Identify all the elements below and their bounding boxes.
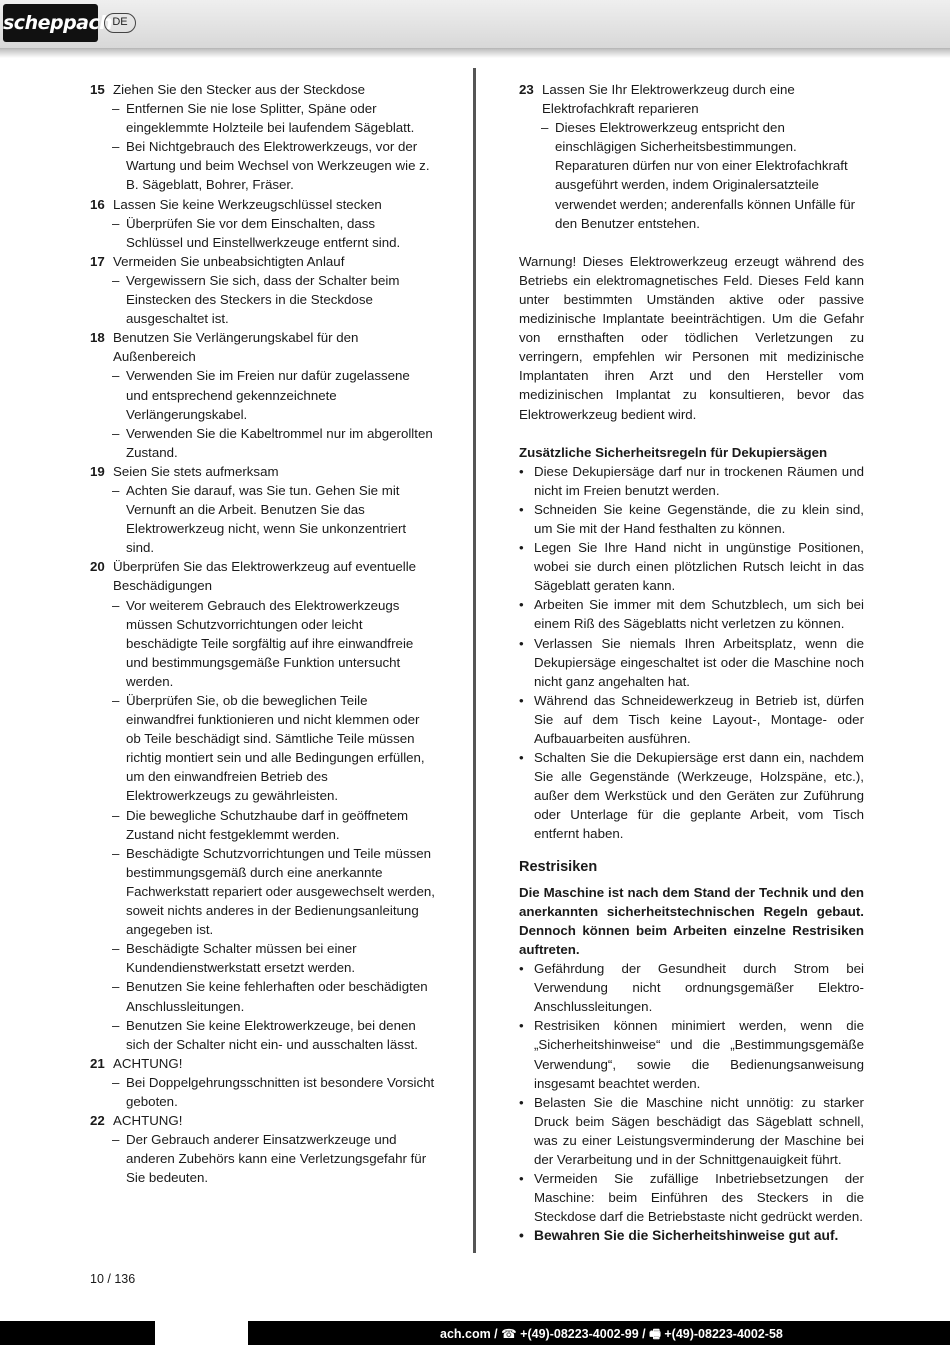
restrisiken-list xyxy=(519,959,864,1226)
numbered-item xyxy=(90,328,435,366)
column-divider xyxy=(473,68,476,1253)
dash-item: – Verwenden Sie die Kabeltrommel nur im abgerollten Zustand. xyxy=(90,424,435,462)
bullet-item: • Schneiden Sie keine Gegenstände, die zu klein sind, um Sie mit der Hand festhalten zu können. xyxy=(519,500,864,538)
numbered-item xyxy=(90,80,435,99)
bullet-item: • Arbeiten Sie immer mit dem Schutzblech, um sich bei einem Riß des Sägeblatts nicht verletzen zu können. xyxy=(519,595,864,633)
left-column xyxy=(90,80,435,1187)
numbered-item xyxy=(90,462,435,481)
item-number: 23 xyxy=(519,82,534,97)
dash-item: – Achten Sie darauf, was Sie tun. Gehen Sie mit Vernunft an die Arbeit. Benutzen Sie das Elektrowerkzeug nicht, wenn Sie unkonzentriert sind. xyxy=(90,481,435,557)
item-number: 15 xyxy=(90,82,105,97)
dash-item: – Vergewissern Sie sich, dass der Schalter beim Einstecken des Steckers in die Steckdose ausgeschaltet ist. xyxy=(90,271,435,328)
dash-item: – Überprüfen Sie vor dem Einschalten, dass Schlüssel und Einstellwerkzeuge entfernt sind. xyxy=(90,214,435,252)
item-text: Überprüfen Sie das Elektrowerkzeug auf eventuelle Beschädigungen xyxy=(113,559,417,594)
dash-item: – Beschädigte Schalter müssen bei einer Kundendienstwerkstatt ersetzt werden. xyxy=(90,939,435,977)
header-bar xyxy=(0,0,950,49)
bullet-item: • Gefährdung der Gesundheit durch Strom bei Verwendung nicht ordnungsgemäßer Elektro-Anschlussleitungen. xyxy=(519,959,864,1016)
item-number: 16 xyxy=(90,196,105,212)
dekupiersaegen-list xyxy=(519,462,864,844)
restrisiken-intro: Die Maschine ist nach dem Stand der Technik und den anerkannten sicherheitstechnischen Regeln gebaut. Dennoch können beim Arbeiten einzelne Restrisiken auftreten. xyxy=(519,884,864,957)
numbered-item xyxy=(90,195,435,214)
footer-white-block xyxy=(155,1321,248,1345)
item-23-detail: – Dieses Elektrowerkzeug entspricht den einschlägigen Sicherheitsbestimmungen. Reparaturen dürfen nur von einer Elektrofachkraft ausgeführt werden, indem Originalersatzteile verwendet werden; anderenfalls können Unfälle für den Benutzer entstehen. xyxy=(519,118,864,233)
item-text: Benutzen Sie Verlängerungskabel für den Außenbereich xyxy=(113,330,359,365)
bullet-item: • Vermeiden Sie zufällige Inbetriebsetzungen der Maschine: beim Einführen des Steckers in die Steckdose darf die Betriebstaste nicht gedrückt werden. xyxy=(519,1169,864,1226)
bullet-item: • Während das Schneidewerkzeug in Betrieb ist, dürfen Sie auf dem Tisch keine Layout-, Montage- oder Aufbauarbeiten ausführen. xyxy=(519,691,864,748)
numbered-item xyxy=(90,1054,435,1073)
bullet-item: • Restrisiken können minimiert werden, wenn die „Sicherheitshinweise“ und die „Bestimmungsgemäße Verwendung“, sowie die Bedienungsanweisung insgesamt beachtet werden. xyxy=(519,1016,864,1092)
bullet-item: • Diese Dekupiersäge darf nur in trockenen Räumen und nicht im Freien benutzt werden. xyxy=(519,462,864,500)
bullet-item: • Belasten Sie die Maschine nicht unnötig: zu starker Druck beim Sägen beschädigt das Sägeblatt schnell, was zu einer Leistungsverminderung der Maschine bei der Verarbeitung und in der Schnittgenauigkeit führt. xyxy=(519,1093,864,1169)
dash-item: – Vor weiterem Gebrauch des Elektrowerkzeugs müssen Schutzvorrichtungen oder leicht beschädigte Teile sorgfältig auf ihre einwandfreie und bestimmungsgemäße Funktion untersucht werden. xyxy=(90,596,435,691)
warning-paragraph: Warnung! Dieses Elektrowerkzeug erzeugt während des Betriebs ein elektromagnetisches Feld. Dieses Feld kann unter bestimmten Umständen aktive oder passive medizinische Implantate beeinträchtigen. Um die Gefahr von ernsthaften oder tödlichen Verletzungen zu verringern, empfehlen wir Personen mit medizinische Implantaten ihren Arzt und den Hersteller vom medizinischen Implantat zu konsultieren, bevor das Elektrowerkzeug bedient wird. xyxy=(519,253,864,422)
item-23 xyxy=(519,80,864,118)
dash-item: – Die bewegliche Schutzhaube darf in geöffnetem Zustand nicht festgeklemmt werden. xyxy=(90,806,435,844)
item-text: Seien Sie stets aufmerksam xyxy=(113,463,279,479)
dash-item: – Benutzen Sie keine Elektrowerkzeuge, bei denen sich der Schalter nicht ein- und ausschalten lässt. xyxy=(90,1016,435,1054)
numbered-item xyxy=(90,252,435,271)
item-text: Lassen Sie Ihr Elektrowerkzeug durch eine Elektrofachkraft reparieren xyxy=(542,82,795,117)
item-number: 19 xyxy=(90,463,105,479)
header-shadow xyxy=(0,48,950,58)
item-text: Ziehen Sie den Stecker aus der Steckdose xyxy=(113,82,366,97)
language-badge: DE xyxy=(104,13,136,33)
section-heading-dekupiersaegen: Zusätzliche Sicherheitsregeln für Dekupiersägen xyxy=(519,444,828,460)
item-number: 20 xyxy=(90,559,105,575)
item-text: ACHTUNG! xyxy=(113,1055,183,1071)
bullet-item: • Verlassen Sie niemals Ihren Arbeitsplatz, wenn die Dekupiersäge eingeschaltet ist oder die Maschine noch nicht ganz angehalten hat. xyxy=(519,634,864,691)
right-column xyxy=(519,80,864,1245)
dash-item: – Bei Doppelgehrungsschnitten ist besondere Vorsicht geboten. xyxy=(90,1073,435,1111)
dash-item: – Bei Nichtgebrauch des Elektrowerkzeugs, vor der Wartung und beim Wechsel von Werkzeugen wie z. B. Sägeblatt, Bohrer, Fräser. xyxy=(90,137,435,194)
numbered-item xyxy=(90,557,435,595)
item-text: Lassen Sie keine Werkzeugschlüssel stecken xyxy=(113,196,382,212)
footer-contact: ach.com / ☎ +(49)-08223-4002-99 / 🖷 +(49)-08223-4002-58 xyxy=(440,1327,783,1341)
brand-logo: scheppach xyxy=(3,4,98,42)
page-number: 10 / 136 xyxy=(90,1272,136,1286)
numbered-item xyxy=(90,1111,435,1130)
dash-item: – Überprüfen Sie, ob die beweglichen Teile einwandfrei funktionieren und nicht klemmen oder ob Teile beschädigt sind. Sämtliche Teile müssen richtig montiert sein und alle Bedingungen erfüllen, um den einwandfreien Betrieb des Elektrowerkzeugs zu gewährleisten. xyxy=(90,691,435,806)
dash-item: – Benutzen Sie keine fehlerhaften oder beschädigten Anschlussleitungen. xyxy=(90,977,435,1015)
final-instruction: • Bewahren Sie die Sicherheitshinweise gut auf. xyxy=(519,1226,864,1245)
item-number: 18 xyxy=(90,330,105,346)
item-number: 22 xyxy=(90,1113,105,1129)
item-number: 21 xyxy=(90,1055,105,1071)
bullet-item: • Legen Sie Ihre Hand nicht in ungünstige Positionen, wobei sie durch einen plötzlichen Rutsch leicht in das Sägeblatt geraten kann. xyxy=(519,538,864,595)
item-number: 17 xyxy=(90,253,105,269)
item-text: Vermeiden Sie unbeabsichtigten Anlauf xyxy=(113,253,345,269)
dash-item: – Entfernen Sie nie lose Splitter, Späne oder eingeklemmte Holzteile bei laufendem Sägeblatt. xyxy=(90,99,435,137)
dash-item: – Beschädigte Schutzvorrichtungen und Teile müssen bestimmungsgemäß durch eine anerkannte Fachwerkstatt repariert oder ausgewechselt werden, soweit nichts anderes in der Bedienungsanleitung angegeben ist. xyxy=(90,844,435,939)
dash-item: – Der Gebrauch anderer Einsatzwerkzeuge und anderen Zubehörs kann eine Verletzungsgefahr für Sie bedeuten. xyxy=(90,1130,435,1187)
dash-item: – Verwenden Sie im Freien nur dafür zugelassene und entsprechend gekennzeichnete Verlängerungskabel. xyxy=(90,366,435,423)
bullet-item: • Schalten Sie die Dekupiersäge erst dann ein, nachdem Sie alle Gegenstände (Werkzeuge, Holzspäne, etc.), außer dem Werkstück und den Geräten zur Zuführung oder Unterlage für die geplante Arbeit, vom Tisch entfernt haben. xyxy=(519,748,864,843)
section-heading-restrisiken: Restrisiken xyxy=(519,858,598,875)
item-text: ACHTUNG! xyxy=(113,1113,183,1129)
